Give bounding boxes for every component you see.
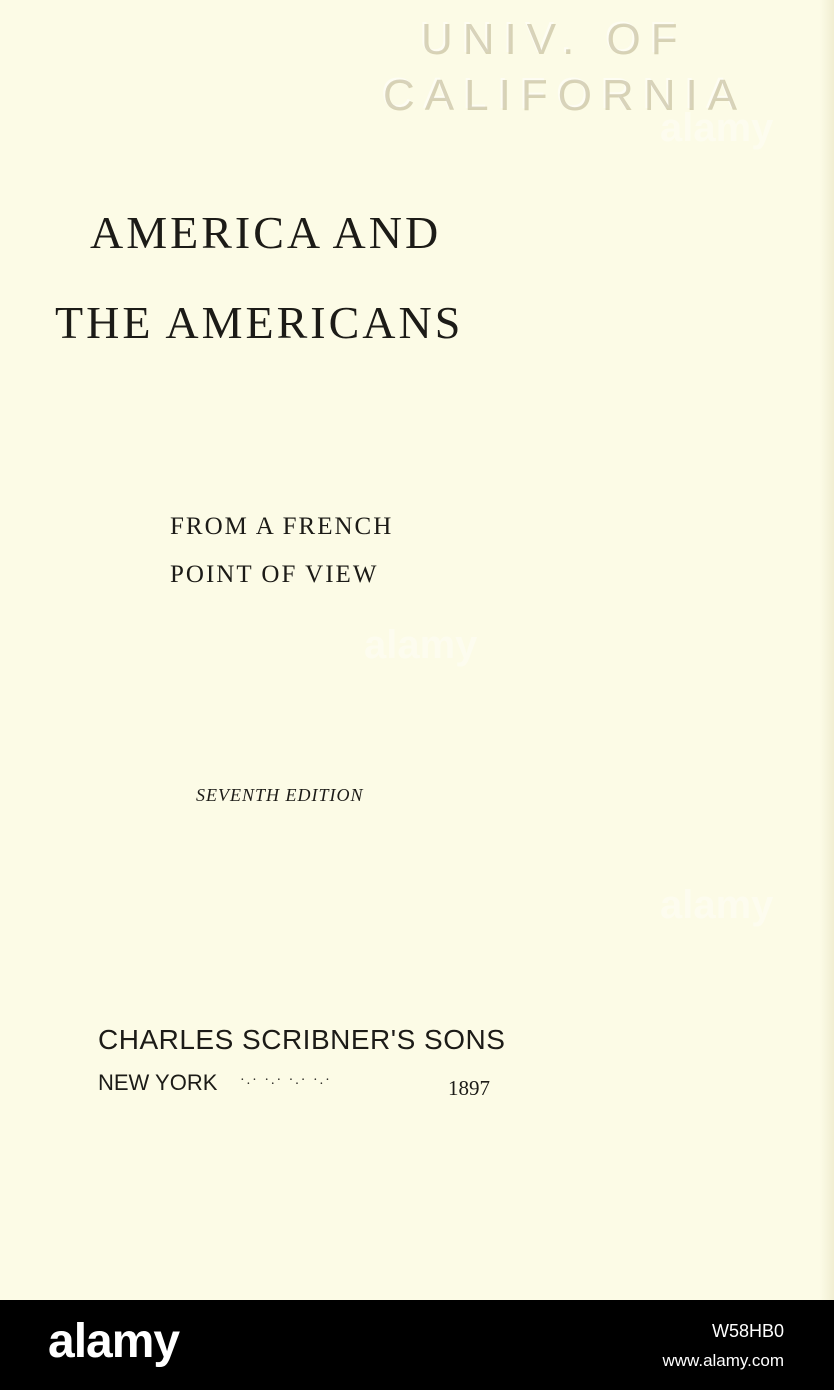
alamy-watermark: alamy (660, 106, 774, 150)
subtitle-line-2: POINT OF VIEW (170, 561, 379, 588)
image-id-label: W58HB0 (711, 1321, 784, 1341)
page-edge-shading (820, 0, 834, 1300)
publication-year: 1897 (448, 1076, 490, 1100)
emboss-line-1: UNIV. OF (420, 14, 687, 63)
emboss-line-2: CALIFORNIA (382, 70, 747, 119)
edition-label: SEVENTH EDITION (196, 785, 364, 805)
publication-place: NEW YORK (98, 1070, 218, 1095)
imprint-line (98, 1072, 498, 1102)
imprint-ornament: ·.· ·.· ·.· ·.· (240, 1073, 332, 1088)
publisher-name: CHARLES SCRIBNER'S SONS (98, 1024, 506, 1055)
alamy-watermark: alamy (660, 883, 774, 927)
title-line-1: AMERICA AND (90, 207, 442, 258)
alamy-watermark: alamy (364, 623, 478, 667)
alamy-logo: alamy (48, 1315, 180, 1368)
subtitle-line-1: FROM A FRENCH (170, 513, 394, 540)
site-url-label: www.alamy.com (662, 1351, 784, 1370)
title-line-2: THE AMERICANS (55, 297, 464, 348)
stock-footer-bar (0, 1300, 834, 1390)
